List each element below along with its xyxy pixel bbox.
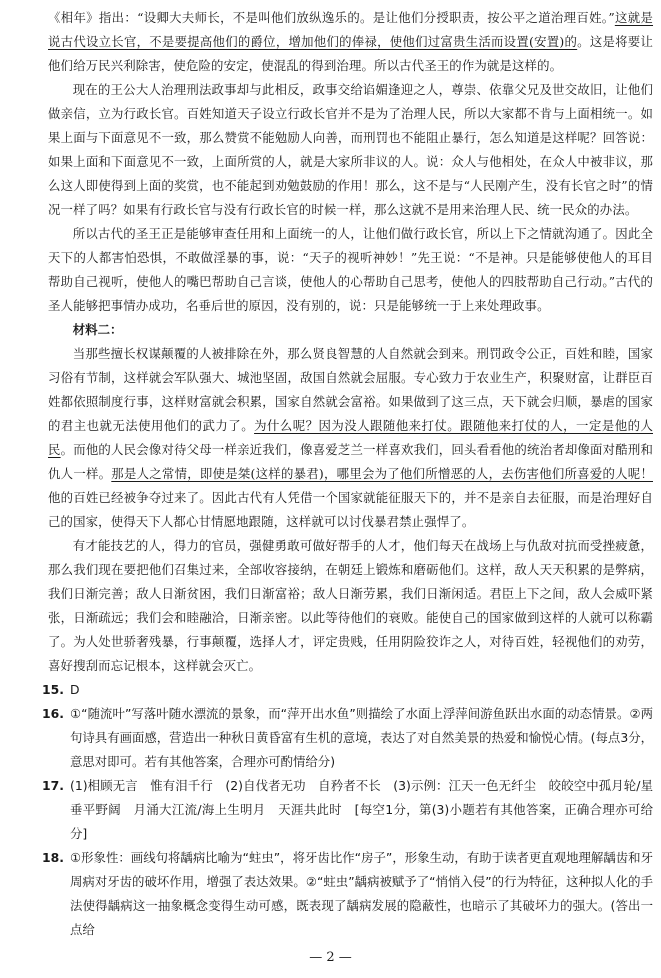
text-segment: 当那些擅长权谋颠覆的人被排除在外，那么贤良智慧的人自然就会到来。刑罚政令公正，百姓和睦，国家习俗有节制，这样就会军队强大、城池坚固，敌国自然就会屈服。专心致力于农业生产，积聚财富，让群臣百姓都依照制度行事，这样财富就会积累，国家自然就会富裕。如果做到了这三点，天下就会归顺，暴虐的国家的君主也就无法使用他们的武力了。 — [48, 346, 653, 433]
text-segment: 《相年》指出：“设卿大夫师长，不是叫他们放纵逸乐的。是让他们分授职责，按公平之道治理百姓。” — [48, 10, 615, 25]
answer-number: 18. — [42, 850, 64, 865]
paragraph-4 — [48, 342, 653, 534]
answer-number: 17. — [42, 778, 64, 793]
answer-text: ①“随流叶”写落叶随水漂流的景象，而“萍开出水鱼”则描绘了水面上浮萍间游鱼跃出水面的动态情景。②两句诗具有画面感，营造出一种秋日黄昏富有生机的意境，表达了对自然美景的热爱和愉悦心情。(每点3分，意思对即可。若有其他答案，合理亦可酌情给分) — [70, 706, 653, 769]
underlined-sentence: 这就是说古代设立长官，不是要提高他们的爵位，增加他们的俸禄，使他们过富贵生活而设置(安置)的 — [48, 10, 654, 49]
page-number: — 2 — — [309, 950, 352, 965]
answer-15 — [42, 678, 653, 702]
text-segment: 。而他的人民会像对待父母一样亲近我们，像喜爱芝兰一样喜欢我们，回头看看他的统治者却像面对酷刑和仇人一样。 — [48, 442, 653, 481]
paragraph-3: 所以古代的圣王正是能够审查任用和上面统一的人，让他们做行政长官，所以上下之情就沟通了。因此全天下的人都害怕恐惧，不敢做淫暴的事，说：“天子的视听神妙！”先王说：“不是神。只是能够使他人的耳目帮助自己视听，使他人的嘴巴帮助自己言谈，使他人的心帮助自己思考，使他人的四肢帮助自己行动。”古代的圣人能够把事情办成功，名垂后世的原因，没有别的，说：只是能够统一于上来处理政事。 — [48, 226, 653, 313]
text-segment: 。这是将要让他们给万民兴利除害，使危险的安定，使混乱的得到治理。所以古代圣王的作为就是这样的。 — [48, 34, 654, 73]
answer-number: 16. — [42, 706, 64, 721]
answer-17 — [42, 774, 653, 846]
paragraph-2: 现在的王公大人治理刑法政事却与此相反，政事交给谄媚逢迎之人，尊崇、依靠父兄及世交故旧，让他们做亲信，立为行政长官。百姓知道天子设立行政长官并不是为了治理人民，所以大家都不肯与上面相统一。如果上面与下面意见不一致，那么赞赏不能勉励人向善，而刑罚也不能阻止暴行，怎么知道是这样呢？回答说：如果上面和下面意见不一致，上面所赏的人，就是大家所非议的人。说：众人与他相处，在众人中被非议，那么这人即使得到上面的奖赏，也不能起到劝勉鼓励的作用！那么，这不是与“人民刚产生，没有长官之时”的情况一样了吗？如果有行政长官与没有行政长官的时候一样，那么这就不是用来治理人民、统一民众的办法。 — [48, 82, 653, 217]
answer-number: 15. — [42, 682, 64, 697]
material-heading: 材料二： — [72, 322, 123, 337]
underlined-sentence: 那是人之常情，即使是桀(这样的暴君)，哪里会为了他们所憎恶的人，去伤害他们所喜爱的人呢！ — [111, 466, 653, 481]
paragraph-5: 有才能技艺的人，得力的官员，强健勇敢可做好帮手的人才，他们每天在战场上与仇敌对抗而受挫疲惫，那么我们现在要把他们召集过来，全部收容接纳，在朝廷上锻炼和磨砺他们。这样，敌人天天积累的是弊病，我们日渐完善；敌人日渐贫困，我们日渐富裕；敌人日渐劳累，我们日渐闲适。君臣上下之间，敌人会威吓紧张，日渐疏远；我们会和睦融洽，日渐亲密。以此等待他们的衰败。能使自己的国家做到这样的人就可以称霸了。为人处世骄奢残暴，行事颠覆，选择人才，评定贵贱，任用阴险狡诈之人，对待百姓，轻视他们的劝劳，喜好搜刮而忘记根本，这样就会灭亡。 — [48, 538, 653, 673]
paragraph-1 — [48, 6, 653, 78]
answer-text: D — [70, 682, 80, 697]
text-segment: 他的百姓已经被争夺过来了。因此古代有人凭借一个国家就能征服天下的，并不是亲自去征服，而是治理好自己的国家，使得天下人都心甘情愿地跟随，这样就可以讨伐暴君禁止强悍了。 — [48, 490, 653, 529]
answer-text: ①形象性：画线句将龋病比喻为“蛀虫”，将牙齿比作“房子”，形象生动，有助于读者更直观地理解龋齿和牙周病对牙齿的破坏作用，增强了表达效果。②“蛀虫”龋病被赋予了“悄悄入侵”的行为特征，这种拟人化的手法使得龋病这一抽象概念变得生动可感，既表现了龋病发展的隐蔽性，也暗示了其破坏力的强大。(答出一点给 — [70, 850, 653, 937]
answer-18 — [42, 846, 653, 942]
underlined-sentence: 为什么呢？因为没人跟随他来打仗。跟随他来打仗的人，一定是他的人民 — [48, 418, 653, 457]
answer-text: (1)相顾无言 惟有泪千行 (2)自伐者无功 自矜者不长 (3)示例：江天一色无纤尘 皎皎空中孤月轮/星垂平野阔 月涌大江流/海上生明月 天涯共此时 [每空1分，第(3)小题若有其他答案，正确合理亦可给分] — [70, 778, 653, 841]
document-body — [42, 6, 654, 942]
answer-16 — [42, 702, 653, 774]
